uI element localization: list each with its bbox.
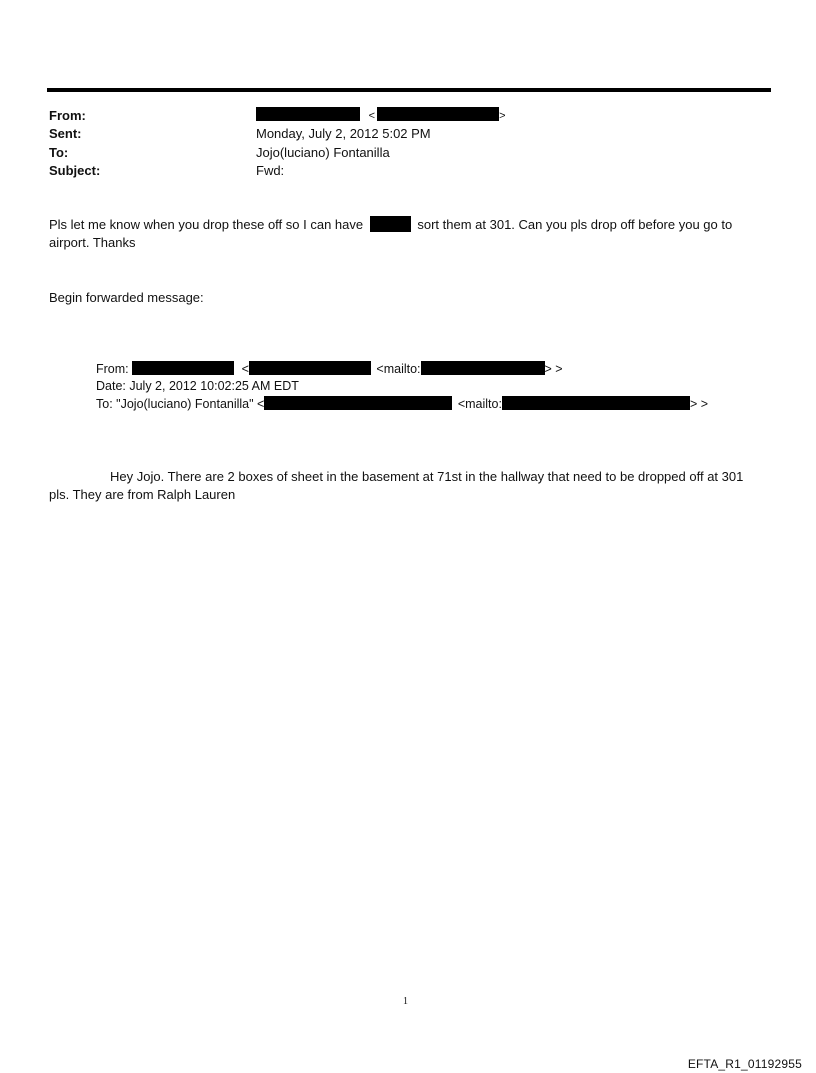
fwd-message-line-2: pls. They are from Ralph Lauren — [49, 487, 236, 502]
redaction-box — [421, 361, 545, 375]
body-text-a: Pls let me know when you drop these off so I can have — [49, 217, 364, 232]
redaction-box — [256, 107, 360, 121]
redaction-box — [370, 216, 411, 232]
to-label: To: — [49, 145, 69, 160]
body-line-2: airport. Thanks — [49, 235, 136, 250]
to-value: Jojo(luciano) Fontanilla — [256, 145, 390, 160]
fwd-to-close: > > — [689, 397, 709, 411]
body-line-1 — [49, 216, 732, 234]
fwd-date-line: Date: July 2, 2012 10:02:25 AM EDT — [96, 379, 299, 393]
fwd-message-line-1: Hey Jojo. There are 2 boxes of sheet in the basement at 71st in the hallway that need to be dropped off at 301 — [110, 469, 744, 484]
redaction-box — [264, 396, 452, 410]
from-label: From: — [49, 108, 86, 123]
sent-value: Monday, July 2, 2012 5:02 PM — [256, 126, 431, 141]
header-rule — [47, 88, 771, 92]
begin-forwarded: Begin forwarded message: — [49, 290, 204, 305]
fwd-from-line — [96, 361, 563, 377]
fwd-to-mailto: <mailto: — [457, 397, 502, 411]
from-value — [256, 107, 506, 124]
redaction-box — [249, 361, 371, 375]
subject-label: Subject: — [49, 163, 101, 178]
redaction-box — [132, 361, 234, 375]
angle-open: < — [368, 110, 376, 122]
page-number: 1 — [403, 996, 408, 1007]
fwd-angle-open: < — [241, 362, 249, 376]
fwd-to-label: To: "Jojo(luciano) Fontanilla" < — [96, 397, 265, 411]
fwd-from-label: From: — [96, 362, 129, 376]
fwd-mailto: <mailto: — [376, 362, 421, 376]
fwd-close: > > — [544, 362, 563, 376]
document-id: EFTA_R1_01192955 — [687, 1057, 802, 1071]
subject-value: Fwd: — [256, 163, 285, 178]
redaction-box — [502, 396, 690, 410]
body-text-b: sort them at 301. Can you pls drop off before you go to — [417, 217, 733, 232]
angle-close: > — [499, 110, 506, 122]
redaction-box — [377, 107, 499, 121]
sent-label: Sent: — [49, 126, 82, 141]
fwd-to-line — [96, 396, 708, 412]
